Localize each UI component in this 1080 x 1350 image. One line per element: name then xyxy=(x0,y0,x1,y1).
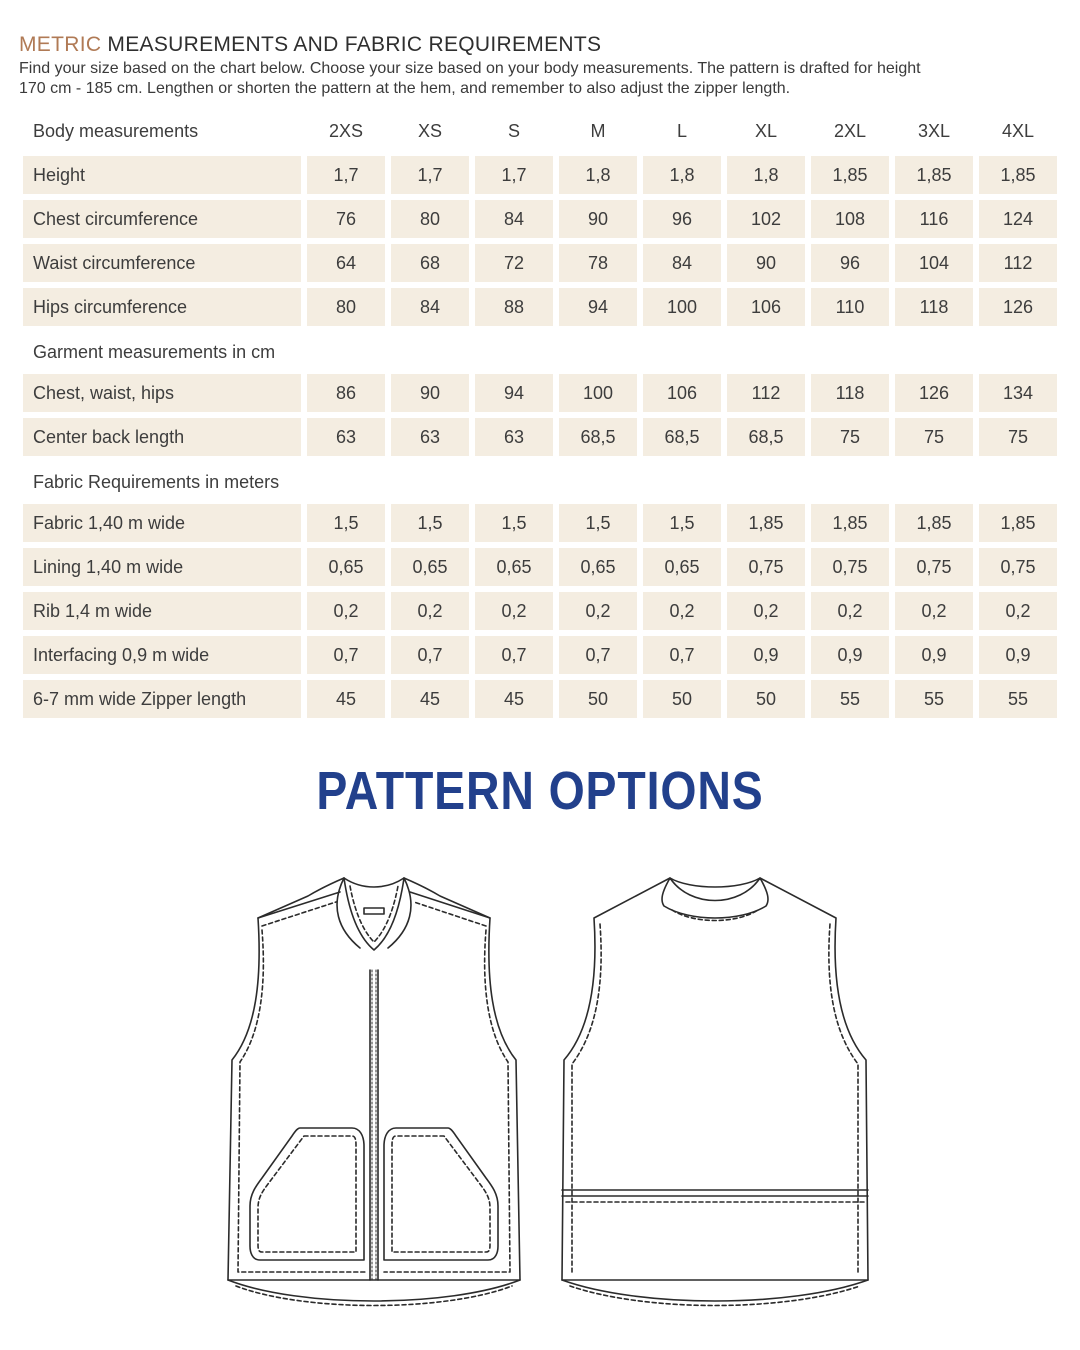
table-cell: 96 xyxy=(643,200,721,238)
table-cell: 0,9 xyxy=(979,636,1057,674)
table-cell: 0,65 xyxy=(643,548,721,586)
size-header-s: S xyxy=(507,120,520,141)
table-cell: 108 xyxy=(811,200,889,238)
table-cell: 0,9 xyxy=(811,636,889,674)
table-cell: 0,2 xyxy=(643,592,721,630)
vest-back-illustration xyxy=(562,878,868,1306)
table-cell: 126 xyxy=(979,288,1057,326)
table-cell: 84 xyxy=(475,200,553,238)
row-label: Chest circumference xyxy=(23,200,301,238)
table-cell: 55 xyxy=(811,680,889,718)
table-cell: 0,7 xyxy=(307,636,385,674)
table-cell: 0,2 xyxy=(811,592,889,630)
table-cell: 1,5 xyxy=(307,504,385,542)
table-cell: 126 xyxy=(895,374,973,412)
table-cell: 0,65 xyxy=(391,548,469,586)
size-header-2xl: 2XL xyxy=(833,120,867,141)
table-cell: 0,2 xyxy=(895,592,973,630)
table-cell: 45 xyxy=(391,680,469,718)
vest-back-outline xyxy=(562,878,868,1280)
row-label: Hips circumference xyxy=(23,288,301,326)
fabric-section-label: Fabric Requirements in meters xyxy=(33,471,280,492)
row-label: 6-7 mm wide Zipper length xyxy=(23,680,301,718)
table-row xyxy=(23,548,1059,586)
row-label: Center back length xyxy=(23,418,301,456)
table-cell: 0,75 xyxy=(727,548,805,586)
table-row xyxy=(23,200,1059,238)
table-cell: 1,5 xyxy=(475,504,553,542)
table-cell: 0,75 xyxy=(979,548,1057,586)
table-cell: 75 xyxy=(979,418,1057,456)
table-cell: 88 xyxy=(475,288,553,326)
table-cell: 86 xyxy=(307,374,385,412)
garment-section-label: Garment measurements in cm xyxy=(33,341,276,362)
table-cell: 0,2 xyxy=(979,592,1057,630)
table-cell: 1,85 xyxy=(811,156,889,194)
table-cell: 1,85 xyxy=(811,504,889,542)
table-cell: 112 xyxy=(727,374,805,412)
table-cell: 68,5 xyxy=(559,418,637,456)
back-collar xyxy=(662,878,768,918)
table-cell: 0,7 xyxy=(643,636,721,674)
title-rest: MEASUREMENTS AND FABRIC REQUIREMENTS xyxy=(101,33,602,56)
row-label: Interfacing 0,9 m wide xyxy=(23,636,301,674)
table-cell: 0,2 xyxy=(727,592,805,630)
size-header-m: M xyxy=(590,120,606,141)
document-header xyxy=(19,33,1059,99)
table-cell: 80 xyxy=(391,200,469,238)
size-header-4xl: 4XL xyxy=(1001,120,1035,141)
table-cell: 0,65 xyxy=(559,548,637,586)
table-cell: 50 xyxy=(727,680,805,718)
row-label: Fabric 1,40 m wide xyxy=(23,504,301,542)
table-cell: 0,9 xyxy=(727,636,805,674)
intro-line-1: Find your size based on the chart below. Choose your size based on your body measurements. The pattern is drafted for height xyxy=(19,60,921,77)
table-cell: 50 xyxy=(643,680,721,718)
table-cell: 84 xyxy=(391,288,469,326)
table-cell: 1,85 xyxy=(727,504,805,542)
table-cell: 84 xyxy=(643,244,721,282)
table-cell: 1,85 xyxy=(979,156,1057,194)
back-yoke-seam xyxy=(562,1190,868,1196)
table-cell: 55 xyxy=(895,680,973,718)
table-row xyxy=(23,244,1059,282)
table-header-row xyxy=(23,112,1059,150)
row-label: Height xyxy=(23,156,301,194)
table-cell: 1,7 xyxy=(475,156,553,194)
table-cell: 100 xyxy=(559,374,637,412)
size-header-xs: XS xyxy=(417,120,442,141)
table-cell: 63 xyxy=(391,418,469,456)
table-cell: 0,65 xyxy=(307,548,385,586)
size-header-xl: XL xyxy=(754,120,778,141)
table-row xyxy=(23,418,1059,456)
table-cell: 0,9 xyxy=(895,636,973,674)
table-cell: 50 xyxy=(559,680,637,718)
size-chart-table xyxy=(23,112,1059,724)
row-label: Rib 1,4 m wide xyxy=(23,592,301,630)
table-cell: 0,7 xyxy=(559,636,637,674)
table-cell: 134 xyxy=(979,374,1057,412)
table-cell: 1,8 xyxy=(559,156,637,194)
garment-section xyxy=(23,332,1059,372)
table-cell: 116 xyxy=(895,200,973,238)
table-row xyxy=(23,680,1059,718)
table-cell: 76 xyxy=(307,200,385,238)
table-cell: 63 xyxy=(475,418,553,456)
right-pocket xyxy=(384,1128,498,1260)
table-cell: 0,7 xyxy=(391,636,469,674)
table-cell: 0,75 xyxy=(811,548,889,586)
table-cell: 124 xyxy=(979,200,1057,238)
table-cell: 80 xyxy=(307,288,385,326)
table-cell: 1,7 xyxy=(391,156,469,194)
vest-front-outline xyxy=(228,878,520,1280)
table-cell: 1,85 xyxy=(895,156,973,194)
table-cell: 1,5 xyxy=(391,504,469,542)
vest-drawings xyxy=(0,860,1080,1320)
table-cell: 45 xyxy=(307,680,385,718)
intro-text xyxy=(19,59,1019,99)
table-cell: 1,7 xyxy=(307,156,385,194)
table-cell: 118 xyxy=(895,288,973,326)
table-cell: 1,85 xyxy=(979,504,1057,542)
size-header-3xl: 3XL xyxy=(917,120,951,141)
table-cell: 1,5 xyxy=(559,504,637,542)
table-cell: 100 xyxy=(643,288,721,326)
table-cell: 68,5 xyxy=(727,418,805,456)
table-header-label: Body measurements xyxy=(33,120,199,141)
fabric-section xyxy=(23,462,1059,502)
table-cell: 0,2 xyxy=(391,592,469,630)
table-cell: 90 xyxy=(391,374,469,412)
table-cell: 68,5 xyxy=(643,418,721,456)
table-cell: 75 xyxy=(811,418,889,456)
row-label: Lining 1,40 m wide xyxy=(23,548,301,586)
table-cell: 110 xyxy=(811,288,889,326)
table-row xyxy=(23,592,1059,630)
table-cell: 1,8 xyxy=(727,156,805,194)
table-cell: 75 xyxy=(895,418,973,456)
intro-line-2: 170 cm - 185 cm. Lengthen or shorten the pattern at the hem, and remember to also adjust the zipper length. xyxy=(19,80,791,97)
size-header-l: L xyxy=(676,120,687,141)
table-cell: 72 xyxy=(475,244,553,282)
table-cell: 90 xyxy=(559,200,637,238)
table-cell: 94 xyxy=(475,374,553,412)
vest-front-illustration xyxy=(228,878,520,1306)
table-cell: 0,2 xyxy=(559,592,637,630)
table-cell: 94 xyxy=(559,288,637,326)
table-cell: 78 xyxy=(559,244,637,282)
table-cell: 118 xyxy=(811,374,889,412)
table-cell: 90 xyxy=(727,244,805,282)
table-cell: 0,2 xyxy=(307,592,385,630)
table-cell: 1,5 xyxy=(643,504,721,542)
table-cell: 106 xyxy=(727,288,805,326)
row-label: Waist circumference xyxy=(23,244,301,282)
table-row xyxy=(23,636,1059,674)
table-cell: 55 xyxy=(979,680,1057,718)
table-row xyxy=(23,288,1059,326)
table-cell: 68 xyxy=(391,244,469,282)
table-cell: 96 xyxy=(811,244,889,282)
table-cell: 104 xyxy=(895,244,973,282)
table-cell: 45 xyxy=(475,680,553,718)
table-row xyxy=(23,156,1059,194)
table-cell: 106 xyxy=(643,374,721,412)
table-cell: 0,2 xyxy=(475,592,553,630)
hanger-loop xyxy=(364,908,384,914)
table-cell: 0,65 xyxy=(475,548,553,586)
table-cell: 0,75 xyxy=(895,548,973,586)
front-zipper xyxy=(370,970,378,1280)
table-cell: 0,7 xyxy=(475,636,553,674)
size-header-2xs: 2XS xyxy=(328,120,364,141)
table-cell: 112 xyxy=(979,244,1057,282)
table-cell: 64 xyxy=(307,244,385,282)
table-row xyxy=(23,374,1059,412)
left-pocket xyxy=(250,1128,364,1260)
table-cell: 102 xyxy=(727,200,805,238)
table-cell: 1,85 xyxy=(895,504,973,542)
row-label: Chest, waist, hips xyxy=(23,374,301,412)
pattern-options-title: PATTERN OPTIONS xyxy=(316,761,764,821)
table-cell: 1,8 xyxy=(643,156,721,194)
table-cell: 63 xyxy=(307,418,385,456)
page-title xyxy=(19,33,1059,57)
title-accent: METRIC xyxy=(19,33,102,56)
table-row xyxy=(23,504,1059,542)
